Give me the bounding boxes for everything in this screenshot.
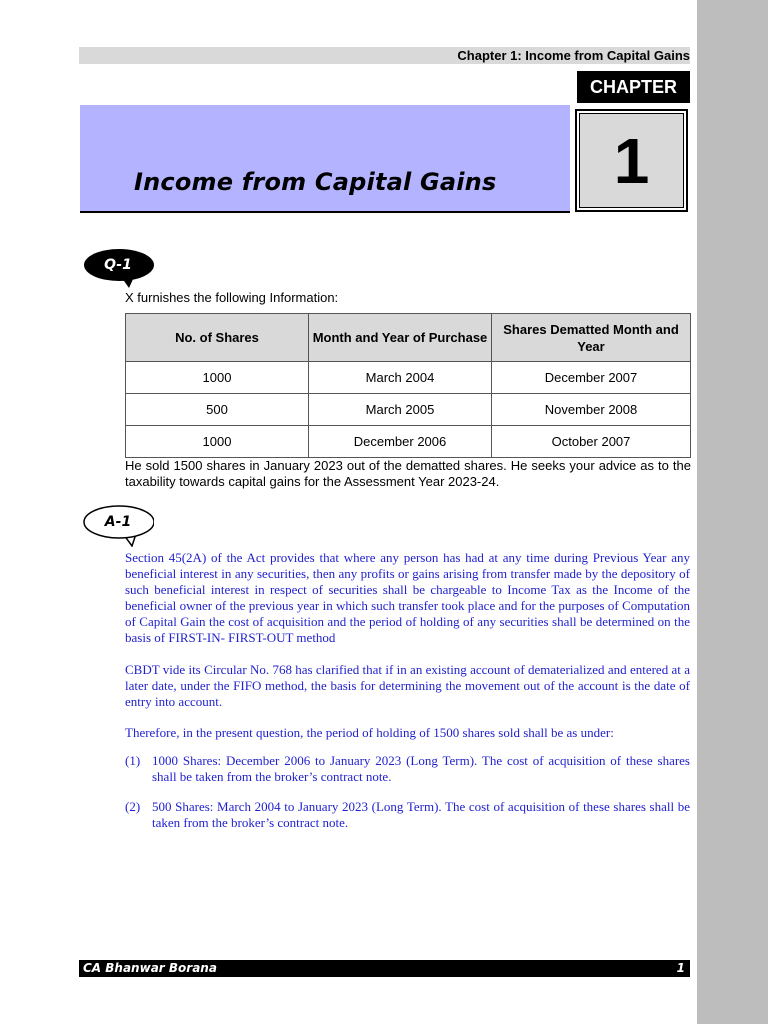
table-cell: 500 <box>126 394 309 426</box>
page-side-margin <box>697 0 768 1024</box>
chapter-title-band <box>80 105 570 213</box>
column-header: No. of Shares <box>126 314 309 362</box>
table-cell: 1000 <box>126 426 309 458</box>
table-cell: March 2004 <box>309 362 492 394</box>
page-footer <box>79 960 690 977</box>
list-item-text: 500 Shares: March 2004 to January 2023 (Long Term). The cost of acquisition of these shares shall be taken from the broker’s contract note. <box>152 799 690 830</box>
table-row <box>126 426 691 458</box>
table-header-row <box>126 314 691 362</box>
column-header: Shares Dematted Month and Year <box>492 314 691 362</box>
table-cell: December 2006 <box>309 426 492 458</box>
answer-paragraph: CBDT vide its Circular No. 768 has clarified that if in an existing account of dematerialized and entered at a later date, under the FIFO method, the basis for determining the movement out of the account is the date of entry into account. <box>125 662 690 709</box>
list-item-number: (1) <box>125 753 141 768</box>
answer-paragraph: Therefore, in the present question, the period of holding of 1500 shares sold shall be as under: <box>125 725 614 740</box>
footer-page-number: 1 <box>676 961 685 975</box>
running-header <box>79 47 690 64</box>
list-item-number: (2) <box>125 799 141 814</box>
table-cell: October 2007 <box>492 426 691 458</box>
running-header-text: Chapter 1: Income from Capital Gains <box>457 48 690 63</box>
chapter-label: CHAPTER <box>577 71 690 103</box>
table-cell: 1000 <box>126 362 309 394</box>
answer-label: A-1 <box>104 514 132 530</box>
chapter-title: Income from Capital Gains <box>134 168 497 196</box>
question-label: Q-1 <box>104 257 132 273</box>
table-row <box>126 394 691 426</box>
chapter-number: 1 <box>579 113 684 208</box>
answer-bubble <box>82 505 154 539</box>
question-text: He sold 1500 shares in January 2023 out of the dematted shares. He seeks your advice as to the taxability towards capital gains for the Assessment Year 2023-24. <box>125 458 691 489</box>
answer-list-item <box>125 799 690 831</box>
question-intro: X furnishes the following Information: <box>125 290 339 305</box>
column-header: Month and Year of Purchase <box>309 314 492 362</box>
footer-author: CA Bhanwar Borana <box>83 961 217 975</box>
shares-table <box>125 313 691 458</box>
answer-paragraph: Section 45(2A) of the Act provides that where any person has had at any time during Previous Year any beneficial interest in any securities, then any profits or gains arising from transfer made by the depository of such beneficial interest in respect of securities shall be chargeable to Income Tax as the Income of the beneficial owner of the previous year in which such transfer took place and for the purposes of Computation of Capital Gain the cost of acquisition and the period of holding of any securities shall be determined on the basis of FIRST-IN- FIRST-OUT method <box>125 550 690 645</box>
table-cell: November 2008 <box>492 394 691 426</box>
answer-list-item <box>125 753 690 785</box>
list-item-text: 1000 Shares: December 2006 to January 2023 (Long Term). The cost of acquisition of these shares shall be taken from the broker’s contract note. <box>152 753 690 784</box>
table-row <box>126 362 691 394</box>
question-bubble <box>82 248 154 282</box>
chapter-number-box <box>575 109 688 212</box>
table-cell: March 2005 <box>309 394 492 426</box>
table-cell: December 2007 <box>492 362 691 394</box>
